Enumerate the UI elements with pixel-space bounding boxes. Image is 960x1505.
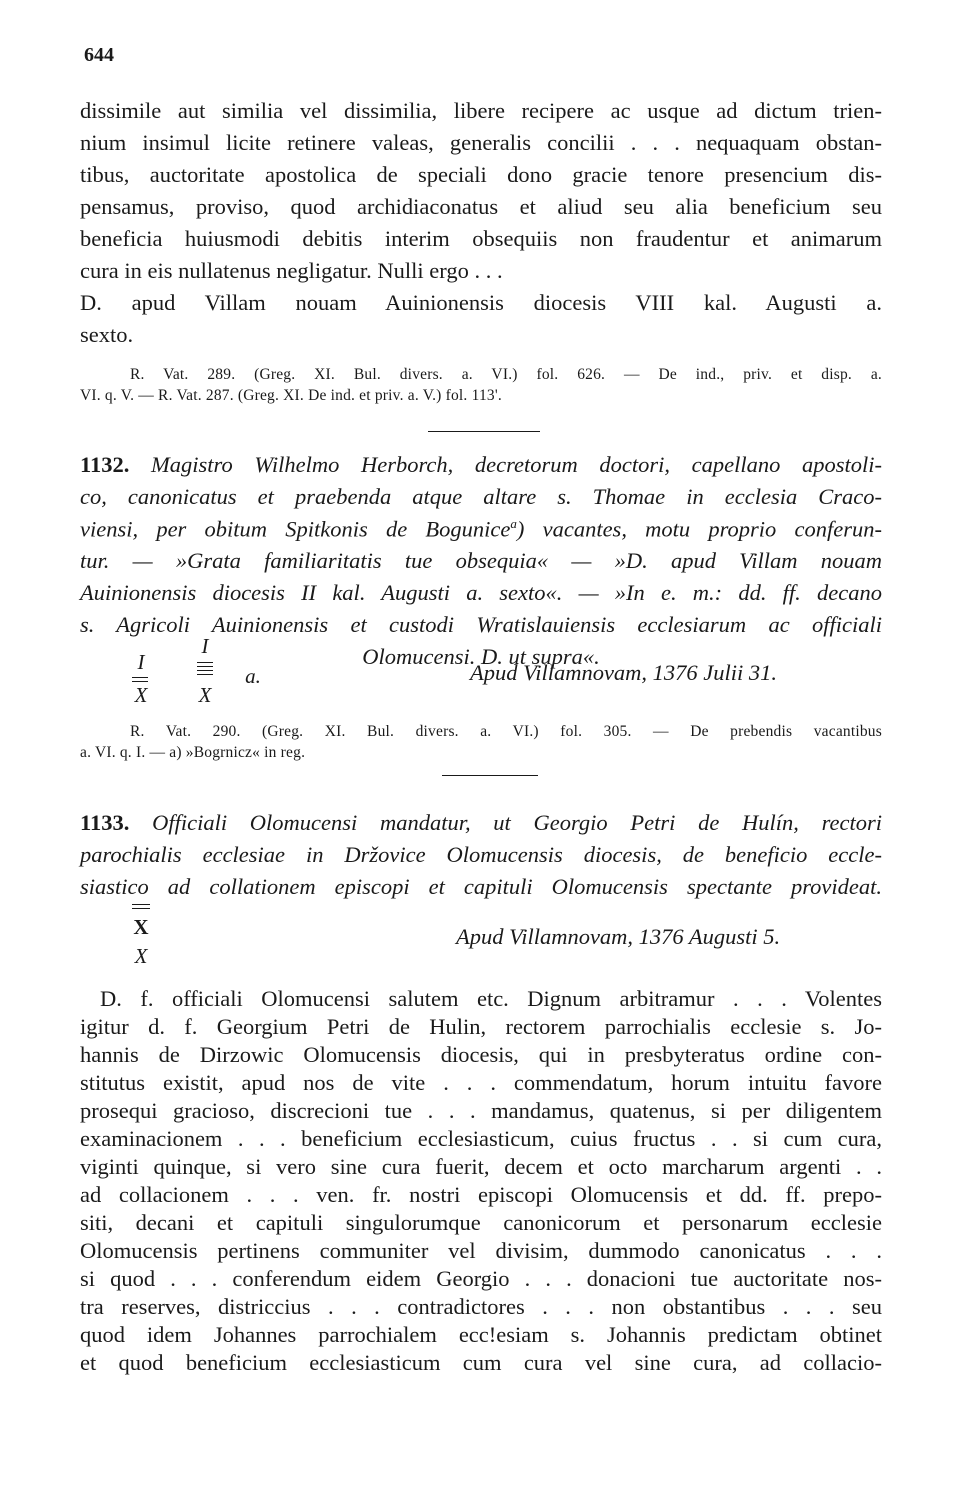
text-line: tibus, auctoritate apostolica de speciali dono gracie tenore presencium dis- bbox=[80, 162, 882, 187]
sigla-bottom: X bbox=[134, 944, 148, 968]
sigla-top: I bbox=[137, 650, 145, 674]
text-line: hannis de Dirzowic Olomucensis diocesis, qui in presbyteratus ordine con- bbox=[80, 1042, 882, 1067]
page-number: 644 bbox=[84, 44, 114, 66]
entry-summary-line: Officiali Olomucensi mandatur, ut Georgio Petri de Hulín, rectori bbox=[152, 810, 882, 835]
text-line: viginti quinque, si vero sine cura fuerit, decem et octo marcharum argenti . . bbox=[80, 1154, 882, 1179]
text-line: Olomucensis pertinens communiter vel divisim, dummodo canonicatus . . . bbox=[80, 1238, 882, 1263]
entry-summary-line: tur. — »Grata familiaritatis tue obsequia« — »D. apud Villam nouam bbox=[80, 548, 882, 573]
section-divider bbox=[442, 775, 538, 776]
sigla-letter: a. bbox=[245, 664, 261, 688]
entry-summary-line: Auinionensis diocesis II kal. Augusti a. sexto«. — »In e. m.: dd. ff. decano bbox=[80, 580, 882, 605]
text-line: siti, decani et capituli singulorumque canonicorum et personarum ecclesie bbox=[80, 1210, 882, 1235]
place-date: Apud Villamnovam, 1376 Julii 31. bbox=[470, 660, 778, 685]
archival-note: VI. q. V. — R. Vat. 287. (Greg. XI. De ind. et priv. a. V.) fol. 113'. bbox=[80, 387, 502, 404]
section-divider bbox=[428, 431, 540, 432]
footnote-marker: a bbox=[510, 516, 517, 531]
place-date: Apud Villamnovam, 1376 Augusti 5. bbox=[456, 924, 781, 949]
text-line: quod idem Johannes parrochialem ecc!esiam s. Johannis predictam obtinet bbox=[80, 1322, 882, 1347]
text-line: prosequi gracioso, discrecioni tue . . . mandamus, quatenus, si per diligentem bbox=[80, 1098, 882, 1123]
entry-summary-line: Olomucensi. D. ut supra«. bbox=[362, 644, 600, 669]
entry-number: 1132. bbox=[80, 452, 130, 477]
entry-summary-text: ) vacantes, motu proprio conferun- bbox=[516, 516, 882, 542]
sigla-bottom: X bbox=[198, 683, 212, 707]
dating-line-end: sexto. bbox=[80, 322, 134, 347]
entry-summary-line: siastico ad collationem episcopi et capituli Olomucensis spectante provideat. bbox=[80, 874, 882, 899]
entry-summary-line: Magistro Wilhelmo Herborch, decretorum doctori, capellano apostoli- bbox=[151, 452, 883, 477]
text-line: D. f. officiali Olomucensi salutem etc. Dignum arbitramur . . . Volentes bbox=[100, 986, 882, 1011]
text-line: nium insimul licite retinere valeas, generalis concilii . . . nequaquam obstan- bbox=[80, 130, 882, 155]
text-line: ad collacionem . . . ven. fr. nostri episcopi Olomucensis et dd. ff. prepo- bbox=[80, 1182, 882, 1207]
archival-note: R. Vat. 290. (Greg. XI. Bul. divers. a. VI.) fol. 305. — De prebendis vacantibus bbox=[130, 723, 882, 740]
text-line: tra reserves, districcius . . . contradictores . . . non obstantibus . . . seu bbox=[80, 1294, 882, 1319]
text-line: stitutus existit, apud nos de vite . . . commendatum, horum intuitu favore bbox=[80, 1070, 882, 1095]
text-line: cura in eis nullatenus negligatur. Nulli ergo . . . bbox=[80, 258, 503, 283]
text-line: beneficia huiusmodi debitis interim obsequiis non fraudentur et animarum bbox=[80, 226, 882, 251]
sigla-bottom: X bbox=[134, 683, 148, 707]
entry-summary-line: parochialis ecclesiae in Držovice Olomucensis diocesis, de beneficio eccle- bbox=[80, 842, 882, 867]
text-line: si quod . . . conferendum eidem Georgio . . . donacioni tue auctoritate nos- bbox=[80, 1266, 882, 1291]
archival-note: R. Vat. 289. (Greg. XI. Bul. divers. a. VI.) fol. 626. — De ind., priv. et disp. a. bbox=[130, 366, 882, 383]
sigla-top: X bbox=[133, 915, 149, 939]
text-line: igitur d. f. Georgium Petri de Hulin, rectorem parrochialis ecclesie s. Jo- bbox=[80, 1014, 882, 1039]
entry-summary-line: co, canonicatus et praebenda atque altare s. Thomae in ecclesia Craco- bbox=[80, 484, 882, 509]
entry-summary-text: viensi, per obitum Spitkonis de Bogunice bbox=[80, 516, 511, 542]
text-line: et quod beneficium ecclesiasticum cum cura vel sine cura, ad collacio- bbox=[80, 1350, 882, 1375]
text-line: dissimile aut similia vel dissimilia, libere recipere ac usque ad dictum trien- bbox=[80, 98, 882, 123]
text-line: pensamus, proviso, quod archidiaconatus et aliud seu alia beneficium seu bbox=[80, 194, 882, 219]
sigla-top: I bbox=[201, 634, 209, 658]
dating-line: D. apud Villam nouam Auinionensis diocesis VIII kal. Augusti a. bbox=[80, 290, 882, 315]
entry-summary-line: s. Agricoli Auinionensis et custodi Wratislauiensis ecclesiarum ac officiali bbox=[80, 612, 882, 637]
entry-summary-line bbox=[80, 516, 882, 543]
text-line: examinacionem . . . beneficium ecclesiasticum, cuius fructus . . si cum cura, bbox=[80, 1126, 882, 1151]
archival-note: a. VI. q. I. — a) »Bogrnicz« in reg. bbox=[80, 744, 306, 761]
entry-number: 1133. bbox=[80, 810, 130, 835]
